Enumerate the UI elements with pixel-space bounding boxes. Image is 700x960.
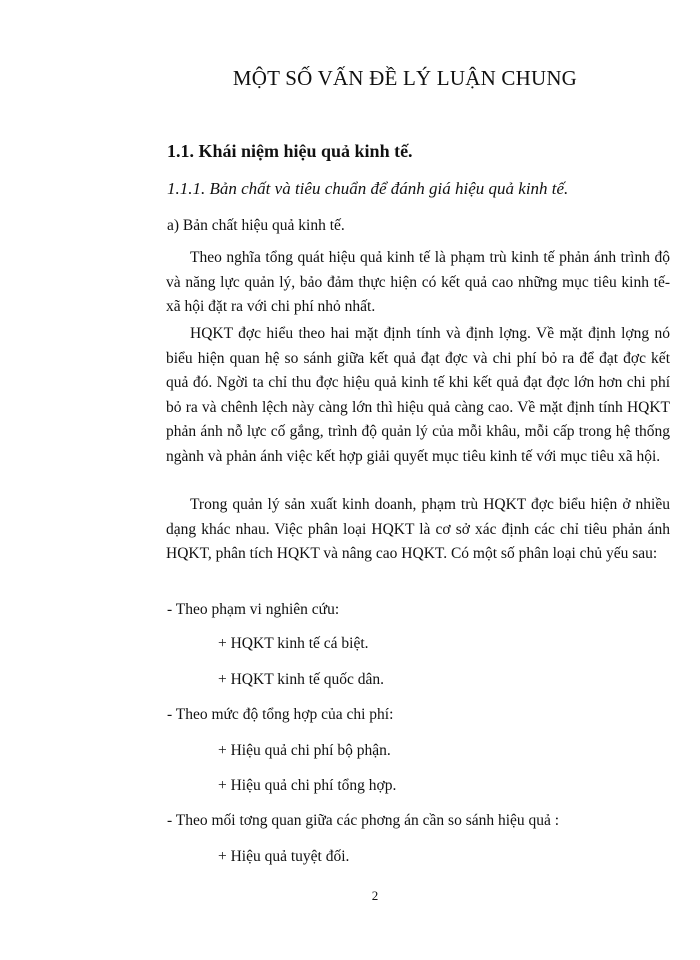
item-a-heading: a) Bản chất hiệu quả kinh tế. bbox=[167, 217, 345, 234]
list-group-2: - Theo mức độ tổng hợp của chi phí: bbox=[167, 706, 394, 723]
chapter-title: MỘT SỐ VẤN ĐỀ LÝ LUẬN CHUNG bbox=[232, 66, 578, 90]
list-group-1: - Theo phạm vi nghiên cứu: bbox=[167, 601, 340, 618]
list-item: + HQKT kinh tế quốc dân. bbox=[218, 671, 385, 688]
paragraph-3: Trong quản lý sản xuất kinh doanh, phạm trù HQKT đợc biểu hiện ở nhiều dạng khác nhau. Việc phân loại HQKT là cơ sở xác định các chỉ tiêu phản ánh HQKT, phân tích HQKT và nâng cao HQKT. Có một số phân loại chủ yếu sau: bbox=[166, 496, 670, 562]
list-item: + HQKT kinh tế cá biệt. bbox=[218, 635, 369, 652]
list-item: + Hiệu quả chi phí tổng hợp. bbox=[218, 777, 397, 794]
list-item: + Hiệu quả tuyệt đối. bbox=[218, 848, 350, 865]
paragraph-1: Theo nghĩa tổng quát hiệu quả kinh tế là phạm trù kinh tế phản ánh trình độ và năng lực quản lý, bảo đảm thực hiện có kết quả cao những mục tiêu kinh tế- xã hội đặt ra với chi phí nhỏ nhất. bbox=[166, 249, 670, 315]
page-number: 2 bbox=[371, 888, 379, 903]
list-group-3: - Theo mối tơng quan giữa các phơng án cần so sánh hiệu quả : bbox=[167, 812, 560, 829]
paragraph-2: HQKT đợc hiểu theo hai mặt định tính và định lợng. Về mặt định lợng nó biểu hiện quan hệ so sánh giữa kết quả đạt đợc và chi phí bỏ ra để đạt đợc kết quả đó. Ngời ta chỉ thu đợc hiệu quả kinh tế khi kết quả đạt đợc lớn hơn chi phí bỏ ra và chênh lệch này càng lớn thì hiệu quả càng cao. Về mặt định tính HQKT phản ánh nỗ lực cố gắng, trình độ quản lý của mỗi khâu, mỗi cấp trong hệ thống ngành và phản ánh việc kết hợp giải quyết mục tiêu kinh tế với mục tiêu xã hội. bbox=[166, 325, 670, 465]
list-item: + Hiệu quả chi phí bộ phận. bbox=[218, 742, 391, 759]
section-heading: 1.1. Khái niệm hiệu quả kinh tế. bbox=[167, 141, 413, 161]
subsection-heading: 1.1.1. Bản chất và tiêu chuẩn để đánh giá hiệu quả kinh tế. bbox=[167, 179, 569, 198]
